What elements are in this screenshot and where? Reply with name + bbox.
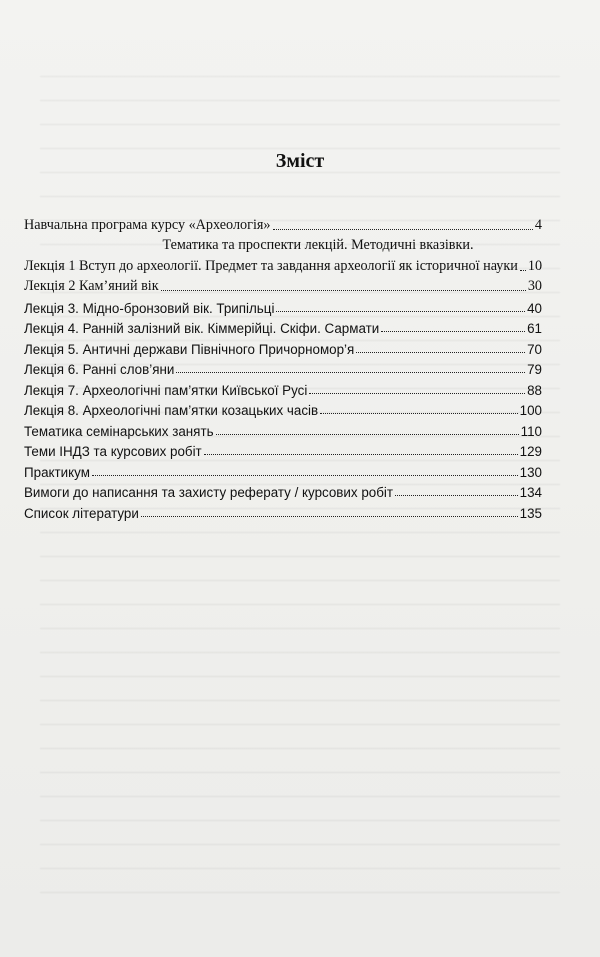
toc-entry-label: Лекція 3. Мідно-бронзовий вік. Трипільці (24, 300, 275, 316)
toc-entry (24, 275, 542, 296)
toc-leader-dots (395, 495, 518, 496)
toc-entry (24, 459, 542, 480)
toc-leader-dots (216, 434, 519, 435)
toc-leader-dots (520, 270, 526, 271)
toc-entry (24, 500, 542, 521)
toc-page-number: 110 (520, 423, 542, 439)
toc-entry (24, 439, 542, 460)
toc-page-number: 30 (527, 278, 542, 294)
toc-entry-label: Практикум (24, 464, 90, 480)
toc-page-number: 40 (527, 300, 542, 316)
toc-entry-label: Список літератури (24, 505, 139, 521)
toc-page-number: 129 (519, 444, 542, 459)
toc-page-number: 10 (527, 257, 543, 274)
toc-entry (24, 254, 542, 275)
toc-entry-label: Вимоги до написання та захисту реферату / курсових робіт (24, 485, 393, 500)
toc-entry-label: Теми ІНДЗ та курсових робіт (24, 444, 202, 459)
toc-entry-label: Лекція 7. Археологічні пам’ятки Київської Русі (24, 382, 308, 398)
toc-entry (24, 316, 542, 337)
toc-leader-dots (309, 393, 525, 394)
toc-leader-dots (141, 516, 518, 517)
toc-leader-dots (204, 454, 518, 455)
toc-leader-dots (161, 290, 526, 291)
toc-entry-label: Лекція 8. Археологічні пам’ятки козацьких часів (24, 403, 319, 418)
toc-page-number: 4 (534, 216, 542, 233)
toc-leader-dots (273, 229, 533, 230)
toc-page-number: 88 (527, 382, 542, 398)
toc-page-number: 134 (519, 485, 542, 500)
toc-entry (24, 295, 542, 316)
toc-page-number: 70 (527, 341, 542, 357)
toc-entry (24, 398, 542, 419)
toc-leader-dots (381, 331, 525, 332)
toc-page-number: 61 (527, 321, 542, 336)
toc-entry-label: Лекція 6. Ранні слов’яни (24, 362, 175, 377)
toc-page-number: 135 (519, 505, 542, 521)
toc-entry (24, 418, 542, 439)
toc-leader-dots (92, 475, 518, 476)
toc-page-number: 130 (519, 464, 542, 480)
toc-entry-label: Лекція 5. Античні держави Північного Причорномор’я (24, 341, 355, 357)
toc-leader-dots (176, 372, 525, 373)
toc-entry-label: Навчальна програма курсу «Археологія» (24, 216, 271, 233)
toc-entry-label: Тематика семінарських занять (24, 423, 214, 439)
toc-entry (24, 357, 542, 378)
toc-leader-dots (276, 311, 525, 312)
toc-entry (24, 213, 542, 234)
toc-section-heading (24, 234, 542, 255)
toc-entry-label: Лекція 2 Кам’яний вік (24, 278, 159, 294)
toc-leader-dots (320, 413, 518, 414)
toc-entry (24, 336, 542, 357)
toc-page-number: 79 (527, 362, 542, 377)
toc-entry-label: Лекція 1 Вступ до археології. Предмет та завдання археології як історичної науки (24, 257, 518, 274)
toc-entry (24, 480, 542, 501)
toc-leader-dots (356, 352, 525, 353)
toc-entry-label: Лекція 4. Ранній залізний вік. Кіммерійці. Скіфи. Сармати (24, 321, 380, 336)
toc-page-number: 100 (519, 403, 542, 418)
table-of-contents (24, 213, 542, 521)
toc-entry-label: Тематика та проспекти лекцій. Методичні вказівки. (162, 237, 474, 253)
toc-entry (24, 377, 542, 398)
page-title: Зміст (275, 150, 325, 172)
